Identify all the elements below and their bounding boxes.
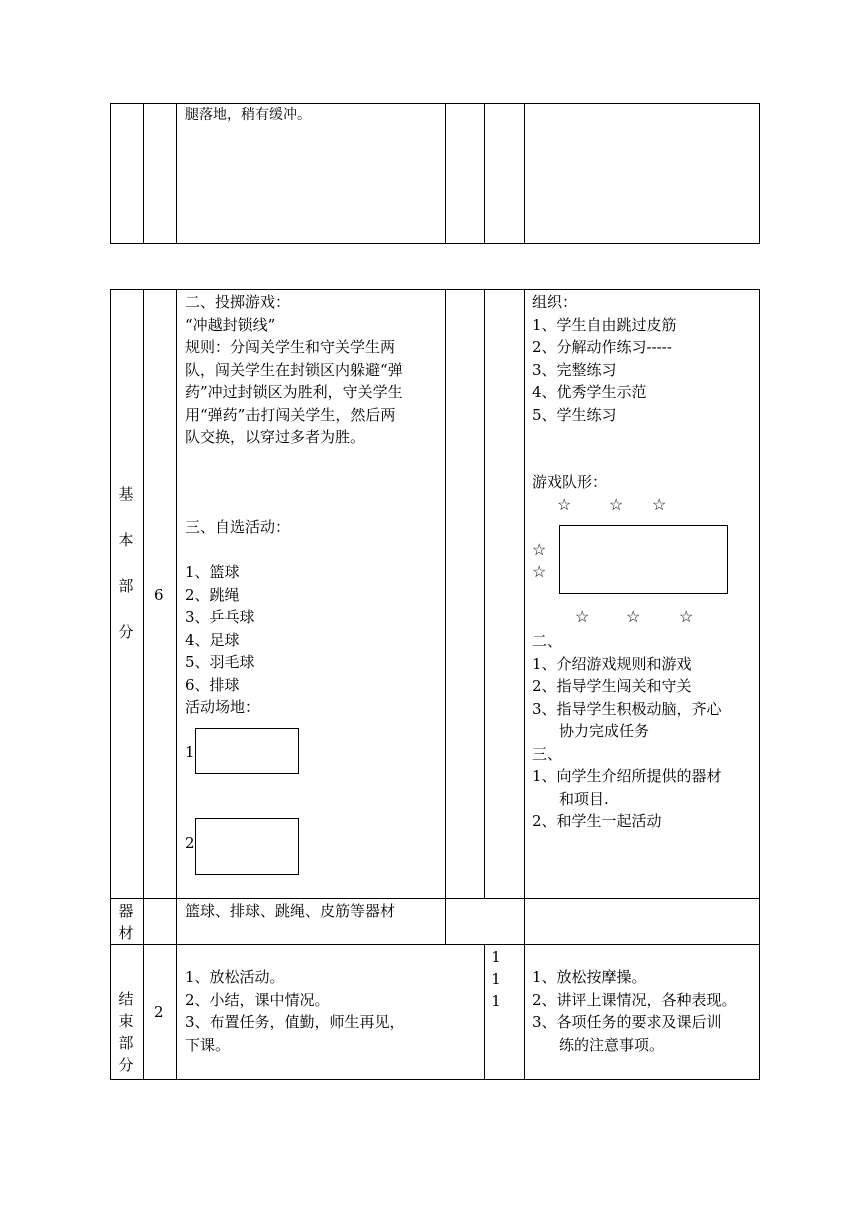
list-item: 3、乒乓球 xyxy=(185,608,255,626)
main-table-divider xyxy=(445,289,446,944)
star-icon: ☆ xyxy=(532,540,547,559)
throwing-game-description: 二、投掷游戏： “冲越封锁线” 规则：分闯关学生和守关学生两 队，闯关学生在封锁区内躲避“弹 药”冲过封锁区为胜利，守关学生 用“弹药”击打闯关学生，然后两 队交换，以穿过多者为胜。 xyxy=(185,293,403,446)
formation-label: 游戏队形： xyxy=(532,473,608,491)
list-item: 3、完整练习 xyxy=(532,360,617,379)
formation-zone-diagram xyxy=(559,525,728,594)
list-item: 和项目. xyxy=(559,789,609,808)
list-item: 1、学生自由跳过皮筋 xyxy=(532,315,677,334)
venue-2-number: 2 xyxy=(185,834,195,852)
list-item: 2、和学生一起活动 xyxy=(532,812,662,830)
top-table-divider xyxy=(484,103,485,244)
basic-section-minutes: 6 xyxy=(154,586,164,604)
list-item: 1、介绍游戏规则和游戏 xyxy=(532,654,692,673)
end-section-content xyxy=(185,966,405,1056)
list-item: 下课。 xyxy=(185,1035,231,1054)
end-section-methods xyxy=(532,966,737,1056)
main-table-divider xyxy=(524,289,525,1080)
list-item: 1、放松按摩操。 xyxy=(532,968,647,986)
list-item: 4、足球 xyxy=(185,630,240,649)
list-item: 3、各项任务的要求及课后训 xyxy=(532,1013,722,1031)
star-icon: ☆ xyxy=(679,607,694,626)
main-table-divider xyxy=(176,289,177,1080)
list-item: 2、指导学生闯关和守关 xyxy=(532,677,692,695)
list-item: 2、小结，课中情况。 xyxy=(185,990,330,1009)
venue-2-diagram xyxy=(195,818,299,875)
list-item: 5、学生练习 xyxy=(532,405,617,424)
top-table-divider xyxy=(445,103,446,244)
end-section-minutes: 2 xyxy=(154,1003,164,1021)
star-icon: ☆ xyxy=(626,607,641,626)
top-table-content: 腿落地，稍有缓冲。 xyxy=(185,107,311,123)
top-table-divider xyxy=(143,103,144,244)
list-item: 6、排球 xyxy=(185,675,240,694)
star-icon: ☆ xyxy=(652,495,667,514)
venue-1-diagram xyxy=(195,728,299,774)
end-section-label: 结 束 部 分 xyxy=(118,990,134,1074)
equipment-section-label: 器 材 xyxy=(118,902,134,942)
list-item: 1、放松活动。 xyxy=(185,968,285,986)
main-table-divider xyxy=(143,289,144,1080)
list-item: 2、分解动作练习----- xyxy=(532,338,672,356)
top-table-divider xyxy=(176,103,177,244)
list-item: 5、羽毛球 xyxy=(185,653,255,671)
main-table-row-divider xyxy=(110,898,760,899)
organization-list xyxy=(532,291,677,426)
section-two-title: 二、 xyxy=(532,632,563,650)
activity-list xyxy=(185,561,260,719)
list-item: 协力完成任务 xyxy=(559,722,650,740)
star-icon: ☆ xyxy=(609,495,624,514)
list-item: 1、篮球 xyxy=(185,563,240,581)
main-table-divider xyxy=(484,944,485,1080)
basic-section-label: 基 本 部 分 xyxy=(118,485,134,641)
list-item: 3、布置任务，值勤，师生再见， xyxy=(185,1013,405,1031)
free-activity-title: 三、自选活动： xyxy=(185,518,291,536)
end-section-counts: 1 1 1 xyxy=(491,948,501,1010)
list-item: 4、优秀学生示范 xyxy=(532,383,647,401)
guidance-list xyxy=(532,630,722,833)
star-icon: ☆ xyxy=(557,495,572,514)
star-icon: ☆ xyxy=(532,562,547,581)
top-table-divider xyxy=(524,103,525,244)
list-item: 练的注意事项。 xyxy=(559,1035,665,1054)
list-item: 2、讲评上课情况，各种表现。 xyxy=(532,990,737,1009)
list-item: 2、跳绳 xyxy=(185,585,240,604)
main-table-row-divider xyxy=(110,944,760,945)
list-item: 1、向学生介绍所提供的器材 xyxy=(532,767,722,785)
section-three-title: 三、 xyxy=(532,744,563,763)
organization-title: 组织： xyxy=(532,293,578,311)
star-icon: ☆ xyxy=(575,607,590,626)
main-table-divider xyxy=(484,289,485,899)
venue-label: 活动场地： xyxy=(185,698,261,716)
list-item: 3、指导学生积极动脑，齐心 xyxy=(532,699,722,718)
equipment-list: 篮球、排球、跳绳、皮筋等器材 xyxy=(185,902,396,920)
venue-1-number: 1 xyxy=(185,743,195,761)
